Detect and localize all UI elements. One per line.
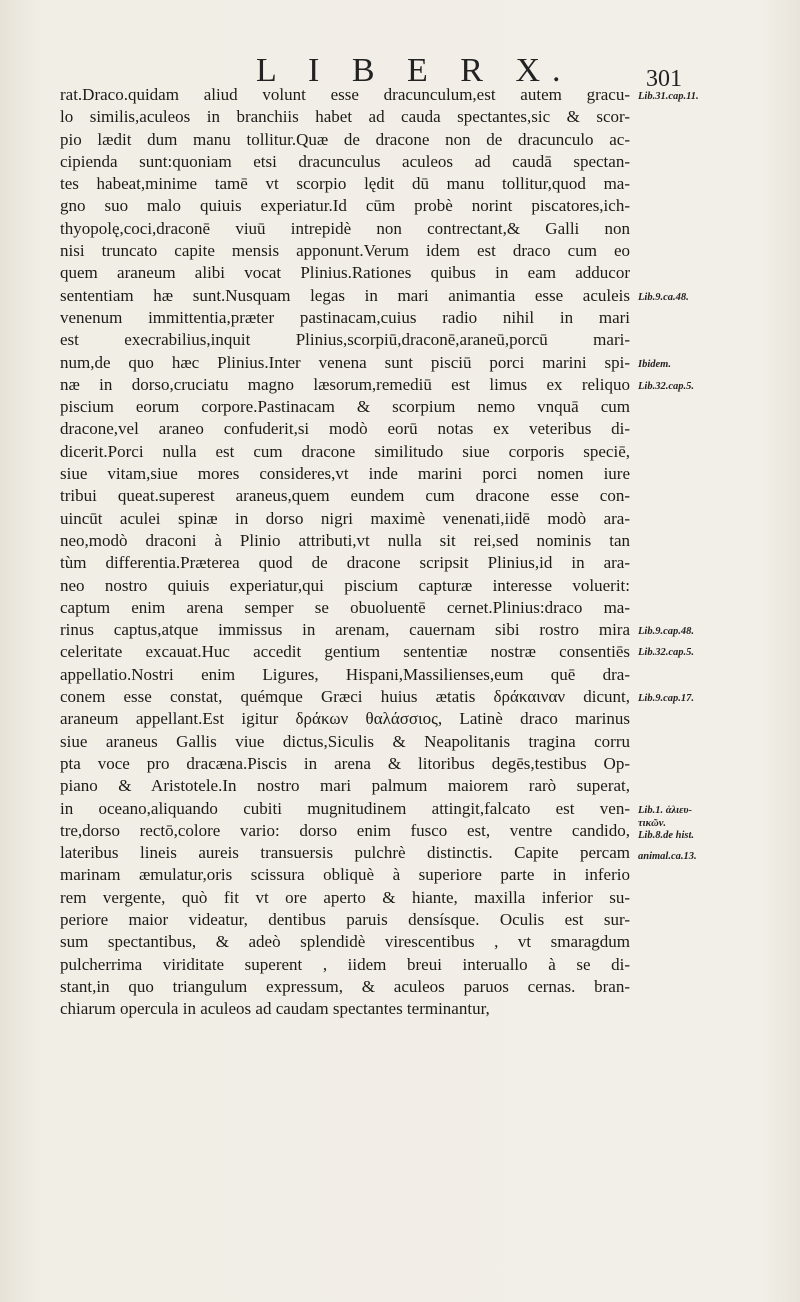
text-line: est execrabilius,inquit Plinius,scorpiū,draconē,araneū,porcū mari- <box>60 330 630 350</box>
text-line: lateribus lineis aureis transuersis pulchrè distinctis. Capite percam <box>60 843 630 863</box>
text-line: siue araneus Gallis viue dictus,Siculis & Neapolitanis tragina corru <box>60 731 630 751</box>
text-line: siue vitam,siue mores consideres,vt inde marini porci nomen iure <box>60 464 630 484</box>
text-line: uincūt aculei spinæ in dorso nigri maximè venenati,iidē modò ara- <box>60 508 630 528</box>
text-line: tùm differentia.Præterea quod de dracone scripsit Plinius,id in ara- <box>60 553 630 573</box>
text-line: rinus captus,atque immissus in arenam, cauernam sibi rostro mira <box>60 620 630 640</box>
text-line: rat.Draco.quidam aliud volunt esse dracunculum,est autem gracu- <box>60 85 630 104</box>
running-title: L I B E R X. <box>256 52 573 89</box>
text-line: captum enim arena semper se obuoluentē cernet.Plinius:draco ma- <box>60 597 630 617</box>
text-line: quem araneum alibi vocat Plinius.Rationes quibus in eam adducor <box>60 263 630 283</box>
text-line: tes habeat,minime tamē vt scorpio lędit dū manu tollitur,quod ma- <box>60 174 630 194</box>
margin-note: τικῶν. <box>638 818 667 829</box>
margin-note: Lib.9.ca.48. <box>638 292 689 303</box>
text-line: in oceano,aliquando cubiti mugnitudinem attingit,falcato est ven- <box>60 798 630 818</box>
text-line: num,de quo hæc Plinius.Inter venena sunt pisciū porci marini spi- <box>60 352 630 372</box>
text-line: marinam æmulatur,oris scissura obliquè à superiore parte in inferio <box>60 865 630 885</box>
text-line: pta voce pro dracæna.Piscis in arena & litoribus degēs,testibus Op- <box>60 753 630 773</box>
margin-note: Lib.9.cap.48. <box>638 626 694 637</box>
text-line: neo nostro quiuis experiatur,qui piscium capturæ interesse voluerit: <box>60 575 630 595</box>
text-line: sententiam hæ sunt.Nusquam legas in mari animantia esse aculeis <box>60 285 630 305</box>
margin-note: Lib.9.cap.17. <box>638 693 694 704</box>
margin-note: animal.ca.13. <box>638 851 697 862</box>
text-line: rem vergente, quò fit vt ore aperto & hiante, maxilla inferior su- <box>60 887 630 907</box>
text-line: dracone,vel araneo confuderit,si modò eorū notas ex veteribus di- <box>60 419 630 439</box>
page-number: 301 <box>646 66 682 92</box>
text-line: cipienda sunt:quoniam etsi dracunculus aculeos ad caudā spectan- <box>60 151 630 171</box>
text-line: appellatio.Nostri enim Ligures, Hispani,Massilienses,eum quē dra- <box>60 664 630 684</box>
text-line: dicerit.Porci nulla est cum dracone similitudo siue corporis speciē, <box>60 441 630 461</box>
text-line: piscium eorum corpore.Pastinacam & scorpium nemo vnquā cum <box>60 397 630 417</box>
text-line: piano & Aristotele.In nostro mari palmum maiorem rarò superat, <box>60 776 630 796</box>
text-line: pulcherrima viriditate superent , iidem breui interuallo à se di- <box>60 954 630 974</box>
margin-note: Ibidem. <box>638 359 671 370</box>
text-line: lo similis,aculeos in branchiis habet ad cauda spectantes,sic & scor- <box>60 107 630 127</box>
text-line: venenum immittentia,præter pastinacam,cuius radio nihil in mari <box>60 307 630 327</box>
text-line: pio lædit dum manu tollitur.Quæ de dracone non de dracunculo ac- <box>60 129 630 149</box>
text-line: næ in dorso,cruciatu magno læsorum,remediū est limus ex reliquo <box>60 374 630 394</box>
margin-note: Lib.1. ἁλιευ- <box>638 805 693 816</box>
margin-note: Lib.8.de hist. <box>638 830 695 841</box>
text-line: celeritate excauat.Huc accedit gentium sententiæ nostræ consentiēs <box>60 642 630 662</box>
margin-note: Lib.31.cap.11. <box>638 91 699 102</box>
text-line: thyopolę,coci,draconē viuū intrepidè non contrectant,& Galli non <box>60 218 630 238</box>
text-line: neo,modò draconi à Plinio attributi,vt nulla sit rei,sed nominis tan <box>60 530 630 550</box>
text-line: nisi truncato capite mensis apponunt.Verum idem est draco cum eo <box>60 241 630 261</box>
text-line: tribui queat.superest araneus,quem eundem cum dracone esse con- <box>60 486 630 506</box>
text-line: araneum appellant.Est igitur δράκων θαλάσσιος, Latinè draco marinus <box>60 709 630 729</box>
text-line: chiarum opercula in aculeos ad caudam spectantes terminantur, <box>60 999 490 1019</box>
text-line: sum spectantibus, & adeò splendidè virescentibus , vt smaragdum <box>60 932 630 952</box>
text-line: gno suo malo quiuis experiatur.Id cūm probè norint piscatores,ich- <box>60 196 630 216</box>
text-line: conem esse constat, quémque Græci huius ætatis δράκαιναν dicunt, <box>60 687 630 707</box>
text-line: periore maior videatur, dentibus paruis densísque. Oculis est sur- <box>60 909 630 929</box>
body-text <box>60 84 630 1020</box>
text-line: tre,dorso rectō,colore vario: dorso enim fusco est, ventre candido, <box>60 820 630 840</box>
text-line: stant,in quo triangulum expressum, & aculeos paruos cernas. bran- <box>60 976 630 996</box>
margin-note: Lib.32.cap.5. <box>638 647 694 658</box>
margin-note: Lib.32.cap.5. <box>638 381 694 392</box>
